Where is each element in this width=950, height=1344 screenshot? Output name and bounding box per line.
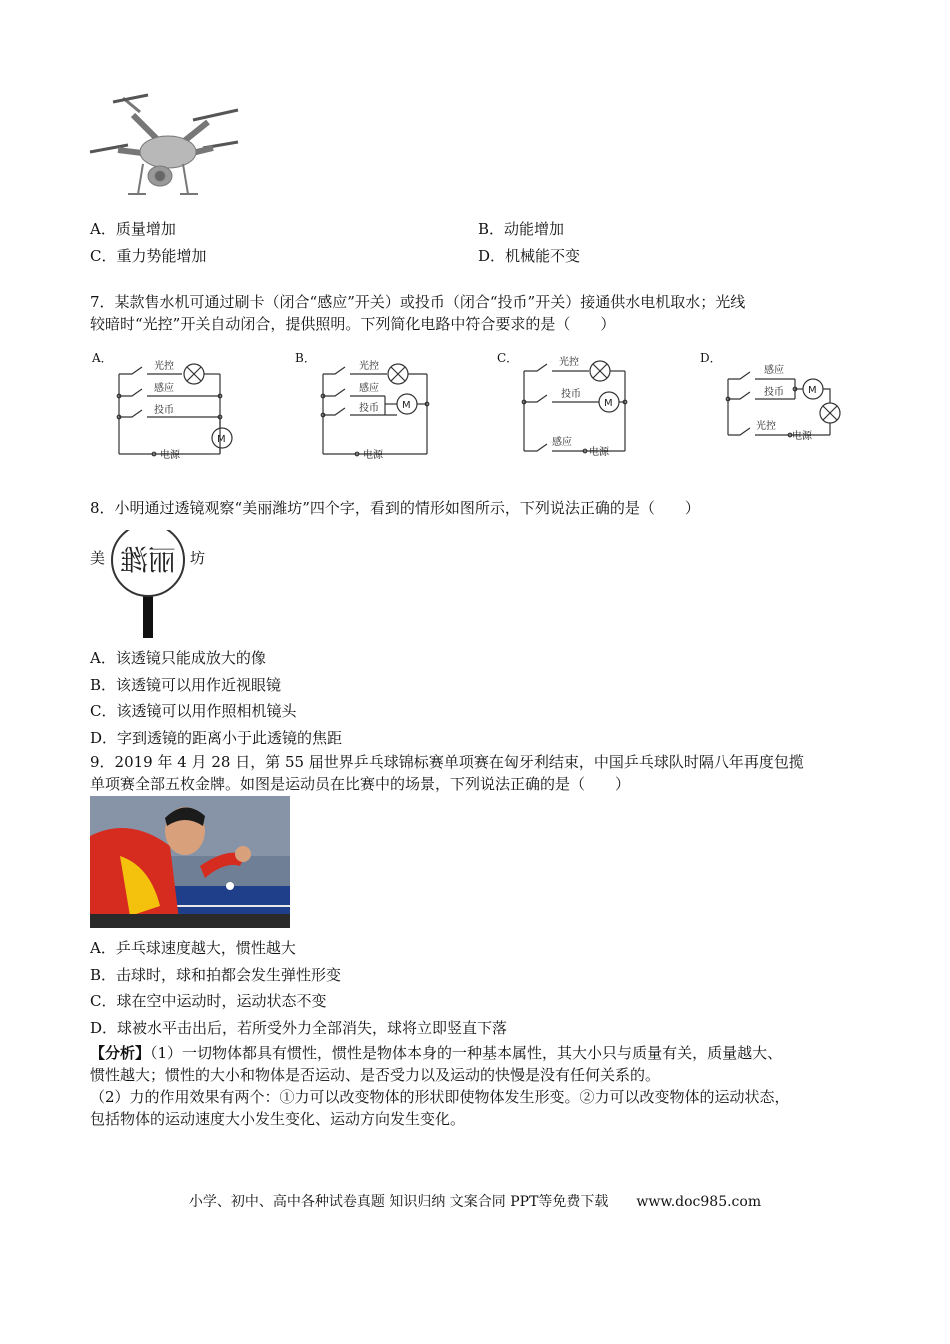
q8-option-c: C．该透镜可以用作照相机镜头 [90, 702, 297, 720]
q6-option-a: A．质量增加 [90, 220, 176, 238]
circuit-b-label-2: 感应 [359, 383, 379, 394]
svg-text:丽潍: 丽潍 [119, 544, 176, 577]
q7-stem-line1: 7．某款售水机可通过刷卡（闭合“感应”开关）或投币（闭合“投币”开关）接通供水电机取水；光线 [90, 293, 746, 311]
q8-option-d: D．字到透镜的距离小于此透镜的焦距 [90, 729, 343, 747]
circuit-a-label-1: 光控 [154, 361, 174, 372]
circuit-d-letter: D． [700, 351, 722, 365]
q9-option-c: C．球在空中运动时，运动状态不变 [90, 992, 327, 1010]
analysis-label: 【分析】 [90, 1044, 151, 1062]
q7-stem-line2: 较暗时“光控”开关自动闭合，提供照明。下列简化电路中符合要求的是（ ） [90, 315, 616, 333]
circuit-c-label-3: 感应 [552, 437, 572, 448]
circuit-b-label-4: 电源 [363, 450, 383, 461]
circuit-d-label-4: 电源 [792, 431, 812, 442]
q6-option-d: D．机械能不变 [478, 247, 581, 265]
circuit-d-motor: M [808, 385, 817, 396]
q6-option-c: C．重力势能增加 [90, 247, 207, 265]
circuit-b-label-3: 投币 [359, 403, 379, 414]
q9-option-d: D．球被水平击出后，若所受外力全部消失，球将立即竖直下落 [90, 1019, 508, 1037]
circuit-d-label-1: 感应 [764, 365, 784, 376]
circuit-a-label-4: 电源 [160, 450, 180, 461]
circuit-c-motor: M [604, 398, 613, 409]
circuit-d-label-3: 光控 [756, 421, 776, 432]
circuit-c-label-1: 光控 [559, 357, 579, 368]
q9-stem-line1: 9．2019 年 4 月 28 日，第 55 届世界乒乓球锦标赛单项赛在匈牙利结束，中国乒乓球队时隔八年再度包揽 [90, 753, 804, 771]
circuit-b-label-1: 光控 [359, 361, 379, 372]
table-tennis-photo [90, 796, 290, 928]
analysis-line1-text: （1）一切物体都具有惯性，惯性是物体本身的一种基本属性，其大小只与质量有关，质量越大、 [150, 1044, 783, 1062]
analysis-line2: 惯性越大；惯性的大小和物体是否运动、是否受力以及运动的快慢是没有任何关系的。 [90, 1066, 661, 1084]
magnifier-icon [108, 530, 218, 642]
analysis-line1 [90, 1042, 782, 1064]
q8-stem: 8．小明通过透镜观察“美丽潍坊”四个字，看到的情形如图所示，下列说法正确的是（ ） [90, 499, 700, 517]
circuit-d-label-2: 投币 [764, 387, 784, 398]
circuit-a-label-2: 感应 [154, 383, 174, 394]
q9-option-b: B．击球时，球和拍都会发生弹性形变 [90, 966, 342, 984]
circuit-c-label-4: 电源 [589, 447, 609, 458]
lens-figure-right-char: 坊 [190, 549, 206, 567]
circuit-a-label-3: 投币 [154, 405, 174, 416]
q8-option-a: A．该透镜只能成放大的像 [90, 649, 266, 667]
circuit-a-letter: A． [92, 351, 113, 365]
q8-option-b: B．该透镜可以用作近视眼镜 [90, 676, 282, 694]
analysis-line3: （2）力的作用效果有两个：①力可以改变物体的形状即使物体发生形变。②力可以改变物体的运动状态， [90, 1088, 790, 1106]
analysis-line4: 包括物体的运动速度大小发生变化、运动方向发生变化。 [90, 1110, 466, 1128]
circuit-b-letter: B． [295, 351, 316, 365]
page-footer: 小学、初中、高中各种试卷真题 知识归纳 文案合同 PPT等免费下载 www.doc985.com [188, 1194, 762, 1210]
q9-stem-line2: 单项赛全部五枚金牌。如图是运动员在比赛中的场景，下列说法正确的是（ ） [90, 775, 631, 793]
q9-option-a: A．乒乓球速度越大，惯性越大 [90, 939, 296, 957]
circuit-c-label-2: 投币 [561, 389, 581, 400]
circuit-a-motor: M [217, 434, 226, 445]
lens-figure [90, 530, 220, 642]
lens-figure-left-char: 美 [90, 549, 106, 567]
circuit-c-letter: C． [497, 351, 519, 365]
drone-image [88, 90, 248, 200]
circuit-b-motor: M [402, 400, 411, 411]
q6-option-b: B．动能增加 [478, 220, 565, 238]
